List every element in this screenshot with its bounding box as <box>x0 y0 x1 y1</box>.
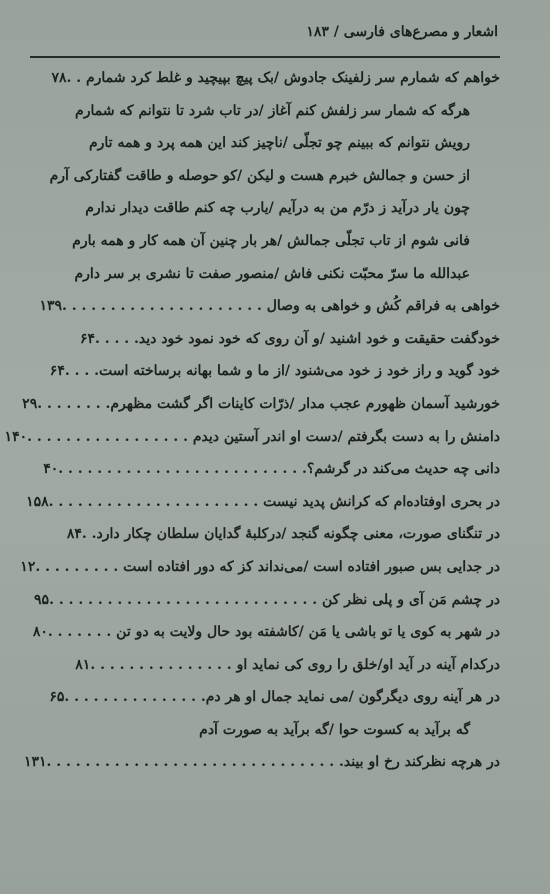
leader-dots: . . . . . . . . . . . . . . . . . . . . . <box>62 298 267 315</box>
verse-continuation-line <box>40 127 500 160</box>
verse-continuation-line <box>40 160 500 193</box>
index-entry <box>40 681 500 714</box>
entry-text: از حسن و جمالش خبرم هست و لیکن /کو حوصله و طاقت گفتارکی آرم <box>49 167 470 184</box>
page-number: ۸۰ <box>32 624 48 641</box>
index-entry <box>40 355 500 388</box>
verse-continuation-line <box>40 225 500 258</box>
leader-dots: . . . . <box>64 363 99 380</box>
page-number: ۱۵۸ <box>26 493 49 510</box>
entry-text: در جدایی بس صبور افتاده است /می‌نداند کز که دور افتاده است <box>123 558 500 575</box>
running-header: اشعار و مصرع‌های فارسی / ۱۸۳ <box>306 24 498 40</box>
entry-text: هرگه که شمار سر زلفش کنم آغاز /در تاب شرد تا نتوانم که شمارم <box>75 102 470 119</box>
page-number: ۹۵ <box>34 591 50 608</box>
entry-text: خورشید آسمان ظهورم عجب مدار /ذرّات کاینات اگر گشت مظهرم <box>110 395 500 412</box>
entry-text: خواهی به فراقم کُش و خواهی به وصال <box>266 298 500 315</box>
index-entry <box>20 551 500 584</box>
leader-dots: . . . . . . . . . . . . . . . . . . . . . . . . . . . . . . . <box>46 754 344 771</box>
leader-dots: . . . . . . . . . . . . . . . . . . . . . . . . . . . . <box>49 591 323 608</box>
entry-text: دانی چه حدیث می‌کند در گرشم؟ <box>306 461 500 478</box>
page-number: ۶۴ <box>80 330 96 347</box>
leader-dots: . . <box>81 526 97 543</box>
entry-text: رویش نتوانم که ببینم چو تجلّی /ناچیز کند این همه پرد و همه تارم <box>88 135 470 152</box>
header-rule <box>30 56 500 58</box>
entry-text: در چشم مَن آی و پلی نظر کن <box>322 591 500 608</box>
entry-text: خود گوید و راز خود ز خود می‌شنود /از ما و شما بهانه برساخته است <box>98 363 500 380</box>
index-entry <box>23 746 500 779</box>
leader-dots: . . . . . . . . <box>37 395 111 412</box>
entry-text: درکدام آینه در آید او/خلق را روی کی نماید او <box>236 656 500 673</box>
index-entry <box>22 388 500 421</box>
index-entry <box>40 62 500 95</box>
index-entry <box>26 486 500 519</box>
entry-text: در تنگنای صورت، معنی چگونه گنجد /درکلبهٔ گدایان سلطان چکار دارد <box>96 526 500 543</box>
leader-dots: . . <box>66 70 86 86</box>
verse-continuation-line <box>40 258 500 291</box>
entry-text: دامنش را به دست بگرفتم /دست او اندر آستین دیدم <box>192 428 500 445</box>
index-entry <box>40 453 500 486</box>
entry-text: چون یار درآید ز درّم من به درآیم /یارب چه کنم طاقت دیدار ندارم <box>85 200 470 217</box>
leader-dots: . . . . . . . . . <box>35 558 124 575</box>
poem-index-list <box>4 62 500 779</box>
page-number: ۶۵ <box>49 689 65 706</box>
entry-text: در هر آینه روی دیگرگون /می نماید جمال او هر دم <box>205 689 500 706</box>
leader-dots: . . . . . . . . . . . . . . . <box>64 689 206 706</box>
verse-continuation-line <box>40 714 500 747</box>
leader-dots: . . . . . . . . . . . . . . . . . . . . . . . . . . <box>58 461 307 478</box>
leader-dots: . . . . . . . . . . . . . . . <box>90 656 237 673</box>
page-number: ۴۰ <box>43 461 59 478</box>
entry-text: عبدالله ما سرّ محبّت نکنی فاش /منصور صفت تا نشری بر سر دارم <box>74 265 470 282</box>
index-entry <box>40 290 500 323</box>
entry-text: خواهم که شمارم سر زلفینک جادوش /بک پیچ بپیچید و غلط کرد شمارم <box>85 70 500 86</box>
index-entry <box>4 421 500 454</box>
entry-text: گه برآید به کسوت حوا /گه برآید به صورت آدم <box>199 721 470 738</box>
index-entry <box>40 649 500 682</box>
page-number: ۶۴ <box>49 363 65 380</box>
page-number: ۱۴۰ <box>4 428 28 445</box>
page-number: ۲۹ <box>22 395 38 412</box>
entry-text: خودگفت حقیقت و خود اشنید /و آن روی که خود نمود خود دید <box>138 330 500 347</box>
index-entry <box>40 323 500 356</box>
index-entry <box>40 518 500 551</box>
entry-text: در هرچه نظرکند رخ او بیند <box>343 754 500 771</box>
entry-text: در بحری اوفتاده‌ام که کرانش پدید نیست <box>263 493 500 510</box>
entry-text: در شهر به کوی یا تو باشی یا مَن /کاشفته بود حال ولایت به دو تن <box>116 624 500 641</box>
page-number: ۷۸ <box>51 70 67 86</box>
page-number: ۱۳۱ <box>23 754 47 771</box>
verse-continuation-line <box>40 192 500 225</box>
page-number: ۸۴ <box>66 526 82 543</box>
leader-dots: . . . . . . . . . . . . . . . . . <box>27 428 193 445</box>
leader-dots: . . . . . <box>95 330 139 347</box>
verse-continuation-line <box>40 95 500 128</box>
entry-text: فانی شوم از تاب تجلّی جمالش /هر بار چنین آن همه کار و همه بارم <box>72 232 470 249</box>
index-entry <box>32 616 500 649</box>
leader-dots: . . . . . . . . . . . . . . . . . . . . . . <box>48 493 264 510</box>
index-entry <box>34 584 500 617</box>
page-number: ۸۱ <box>75 656 91 673</box>
page-number: ۱۲ <box>20 558 36 575</box>
page-number: ۱۳۹ <box>39 298 63 315</box>
leader-dots: . . . . . . . <box>47 624 117 641</box>
